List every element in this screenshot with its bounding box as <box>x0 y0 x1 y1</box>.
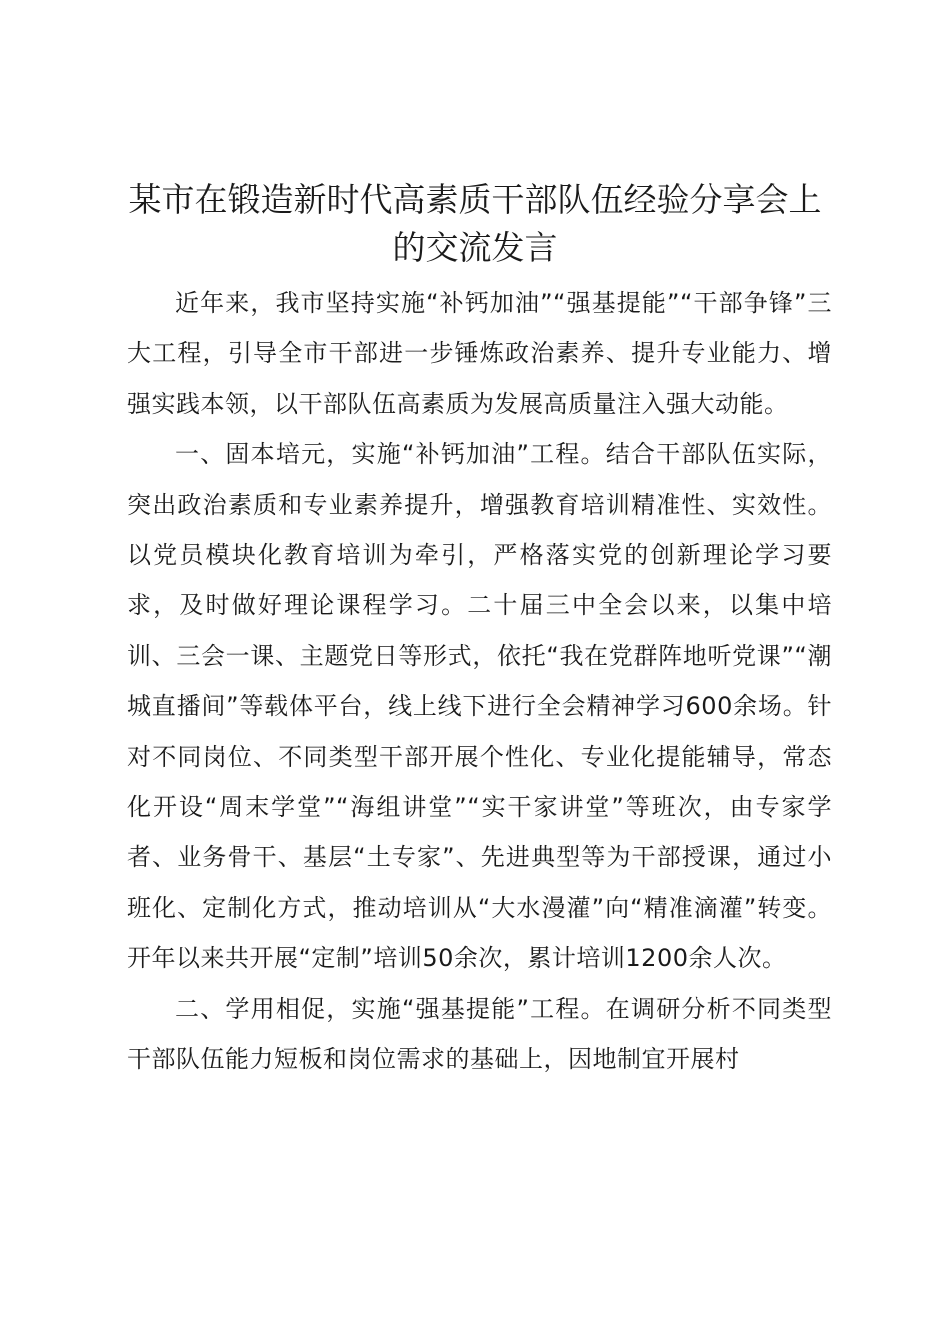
paragraph-section-one: 一、固本培元，实施“补钙加油”工程。结合干部队伍实际，突出政治素质和专业素养提升，增强教育培训精准性、实效性。以党员模块化教育培训为牵引，严格落实党的创新理论学习要求，及时做好理论课程学习。二十届三中全会以来，以集中培训、三会一课、主题党日等形式，依托“我在党群阵地听党课”“潮城直播间”等载体平台，线上线下进行全会精神学习600余场。针对不同岗位、不同类型干部开展个性化、专业化提能辅导，常态化开设“周末学堂”“海组讲堂”“实干家讲堂”等班次，由专家学者、业务骨干、基层“土专家”、先进典型等为干部授课，通过小班化、定制化方式，推动培训从“大水漫灌”向“精准滴灌”转变。开年以来共开展“定制”培训50余次，累计培训1200余人次。 <box>127 440 832 973</box>
paragraph-section-two: 二、学用相促，实施“强基提能”工程。在调研分析不同类型干部队伍能力短板和岗位需求的基础上，因地制宜开展村 <box>127 994 832 1074</box>
paragraph-intro: 近年来，我市坚持实施“补钙加油”“强基提能”“干部争锋”三大工程，引导全市干部进一步锤炼政治素养、提升专业能力、增强实践本领，以干部队伍高素质为发展高质量注入强大动能。 <box>127 289 832 418</box>
document-body <box>127 278 832 1085</box>
document-title: 某市在锻造新时代高素质干部队伍经验分享会上的交流发言 <box>128 180 822 267</box>
